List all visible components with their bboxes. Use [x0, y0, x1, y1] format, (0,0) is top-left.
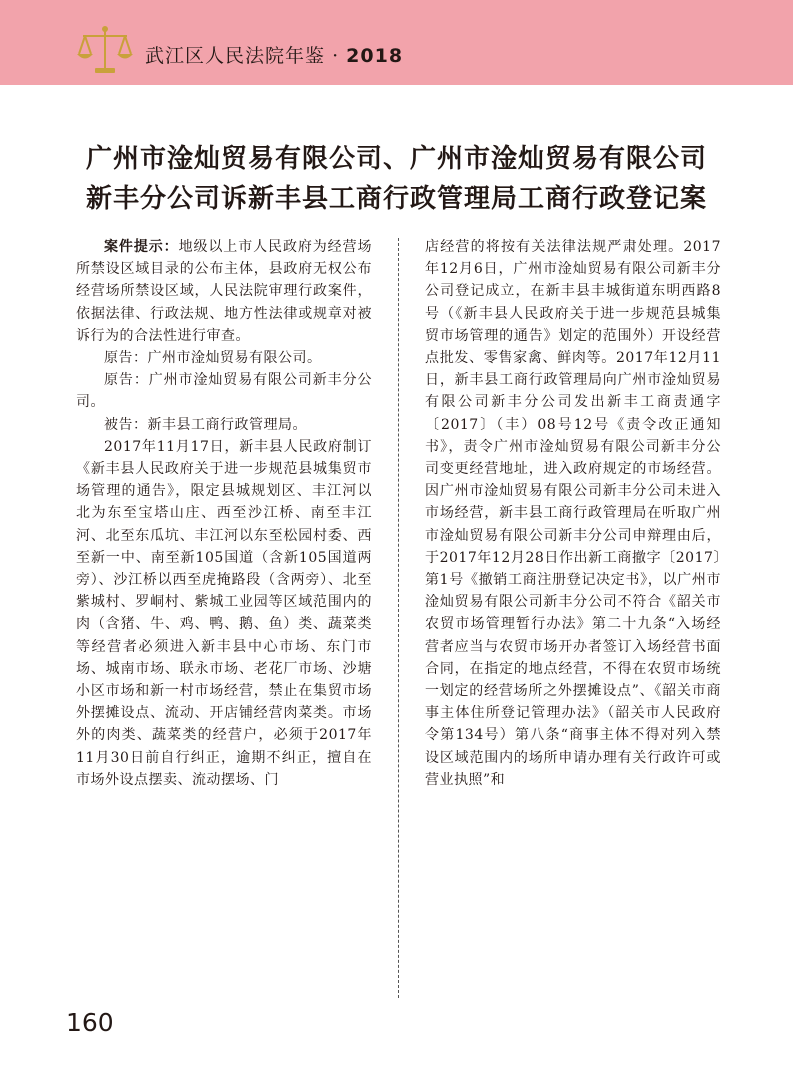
left-column — [76, 236, 372, 791]
right-column — [425, 236, 721, 791]
yearbook-name: 武江区人民法院年鉴 — [145, 45, 326, 67]
column-divider — [398, 238, 399, 998]
defendant: 被告：新丰县工商行政管理局。 — [104, 416, 307, 433]
case-summary-paragraph — [76, 236, 372, 347]
facts-continuation: 店经营的将按有关法律法规严肃处理。2017年12月6日，广州市淦灿贸易有限公司新丰分公司登记成立，在新丰县丰城街道东明西路8号（《新丰县人民政府关于进一步规范县城集贸市场管理的通告》划定的范围外）开设经营点批发、零售家禽、鲜肉等。2017年12月11日，新丰县工商行政管理局向广州市淦灿贸易有限公司新丰分公司发出新丰工商责通字〔2017〕（丰）08号12号《责令改正通知书》，责令广州市淦灿贸易有限公司新丰分公司变更经营地址，进入政府规定的市场经营。因广州市淦灿贸易有限公司新丰分公司未进入市场经营，新丰县工商行政管理局在听取广州市淦灿贸易有限公司新丰分公司申辩理由后，于2017年12月28日作出新工商撤字〔2017〕第1号《撤销工商注册登记决定书》，以广州市淦灿贸易有限公司新丰分公司不符合《韶关市农贸市场管理暂行办法》第二十九条“入场经营者应当与农贸市场开办者签订入场经营书面合同，在指定的地点经营，不得在农贸市场统一划定的经营场所之外摆摊设点”、《韶关市商事主体住所登记管理办法》（韶关市人民政府令第134号）第八条“商事主体不得对列入禁设区域范围内的场所申请办理有关行政许可或营业执照”和 — [425, 239, 721, 788]
page-number: 160 — [66, 1008, 114, 1037]
facts-paragraph: 2017年11月17日，新丰县人民政府制订《新丰县人民政府关于进一步规范县城集贸市场管理的通告》，限定县城规划区、丰江河以北为东至宝塔山庄、西至沙江桥、南至丰江河、北至东瓜坑、丰江河以东至松园村委、西至新一中、南至新105国道（含新105国道两旁）、沙江桥以西至虎掩路段（含两旁）、北至紫城村、罗峒村、紫城工业园等区域范围内的肉（含猪、牛、鸡、鸭、鹅、鱼）类、蔬菜类等经营者必须进入新丰县中心市场、东门市场、城南市场、联永市场、老花厂市场、沙塘小区市场和新一村市场经营，禁止在集贸市场外摆摊设点、流动、开店铺经营肉菜类。市场外的肉类、蔬菜类的经营户，必须于2017年11月30日前自行纠正，逾期不纠正，擅自在市场外设点摆卖、流动摆场、门 — [76, 438, 372, 788]
yearbook-year: 2018 — [346, 45, 404, 67]
article-title-line-1: 广州市淦灿贸易有限公司、广州市淦灿贸易有限公司 — [85, 144, 707, 174]
scales-of-justice-icon — [76, 24, 134, 76]
article-title-line-2: 新丰分公司诉新丰县工商行政管理局工商行政登记案 — [85, 184, 707, 214]
case-summary-text: 地级以上市人民政府为经营场所禁设区域目录的公布主体，县政府无权公布经营场所禁设区域，人民法院审理行政案件，依据法律、行政法规、地方性法律或规章对被诉行为的合法性进行审查。 — [76, 239, 373, 344]
case-summary-label: 案件提示： — [104, 239, 179, 255]
article-title — [0, 139, 793, 219]
header-separator: · — [332, 45, 340, 67]
yearbook-header-title — [145, 41, 403, 68]
plaintiff-1: 原告：广州市淦灿贸易有限公司。 — [104, 350, 322, 367]
plaintiff-2: 原告：广州市淦灿贸易有限公司新丰分公司。 — [76, 372, 372, 411]
